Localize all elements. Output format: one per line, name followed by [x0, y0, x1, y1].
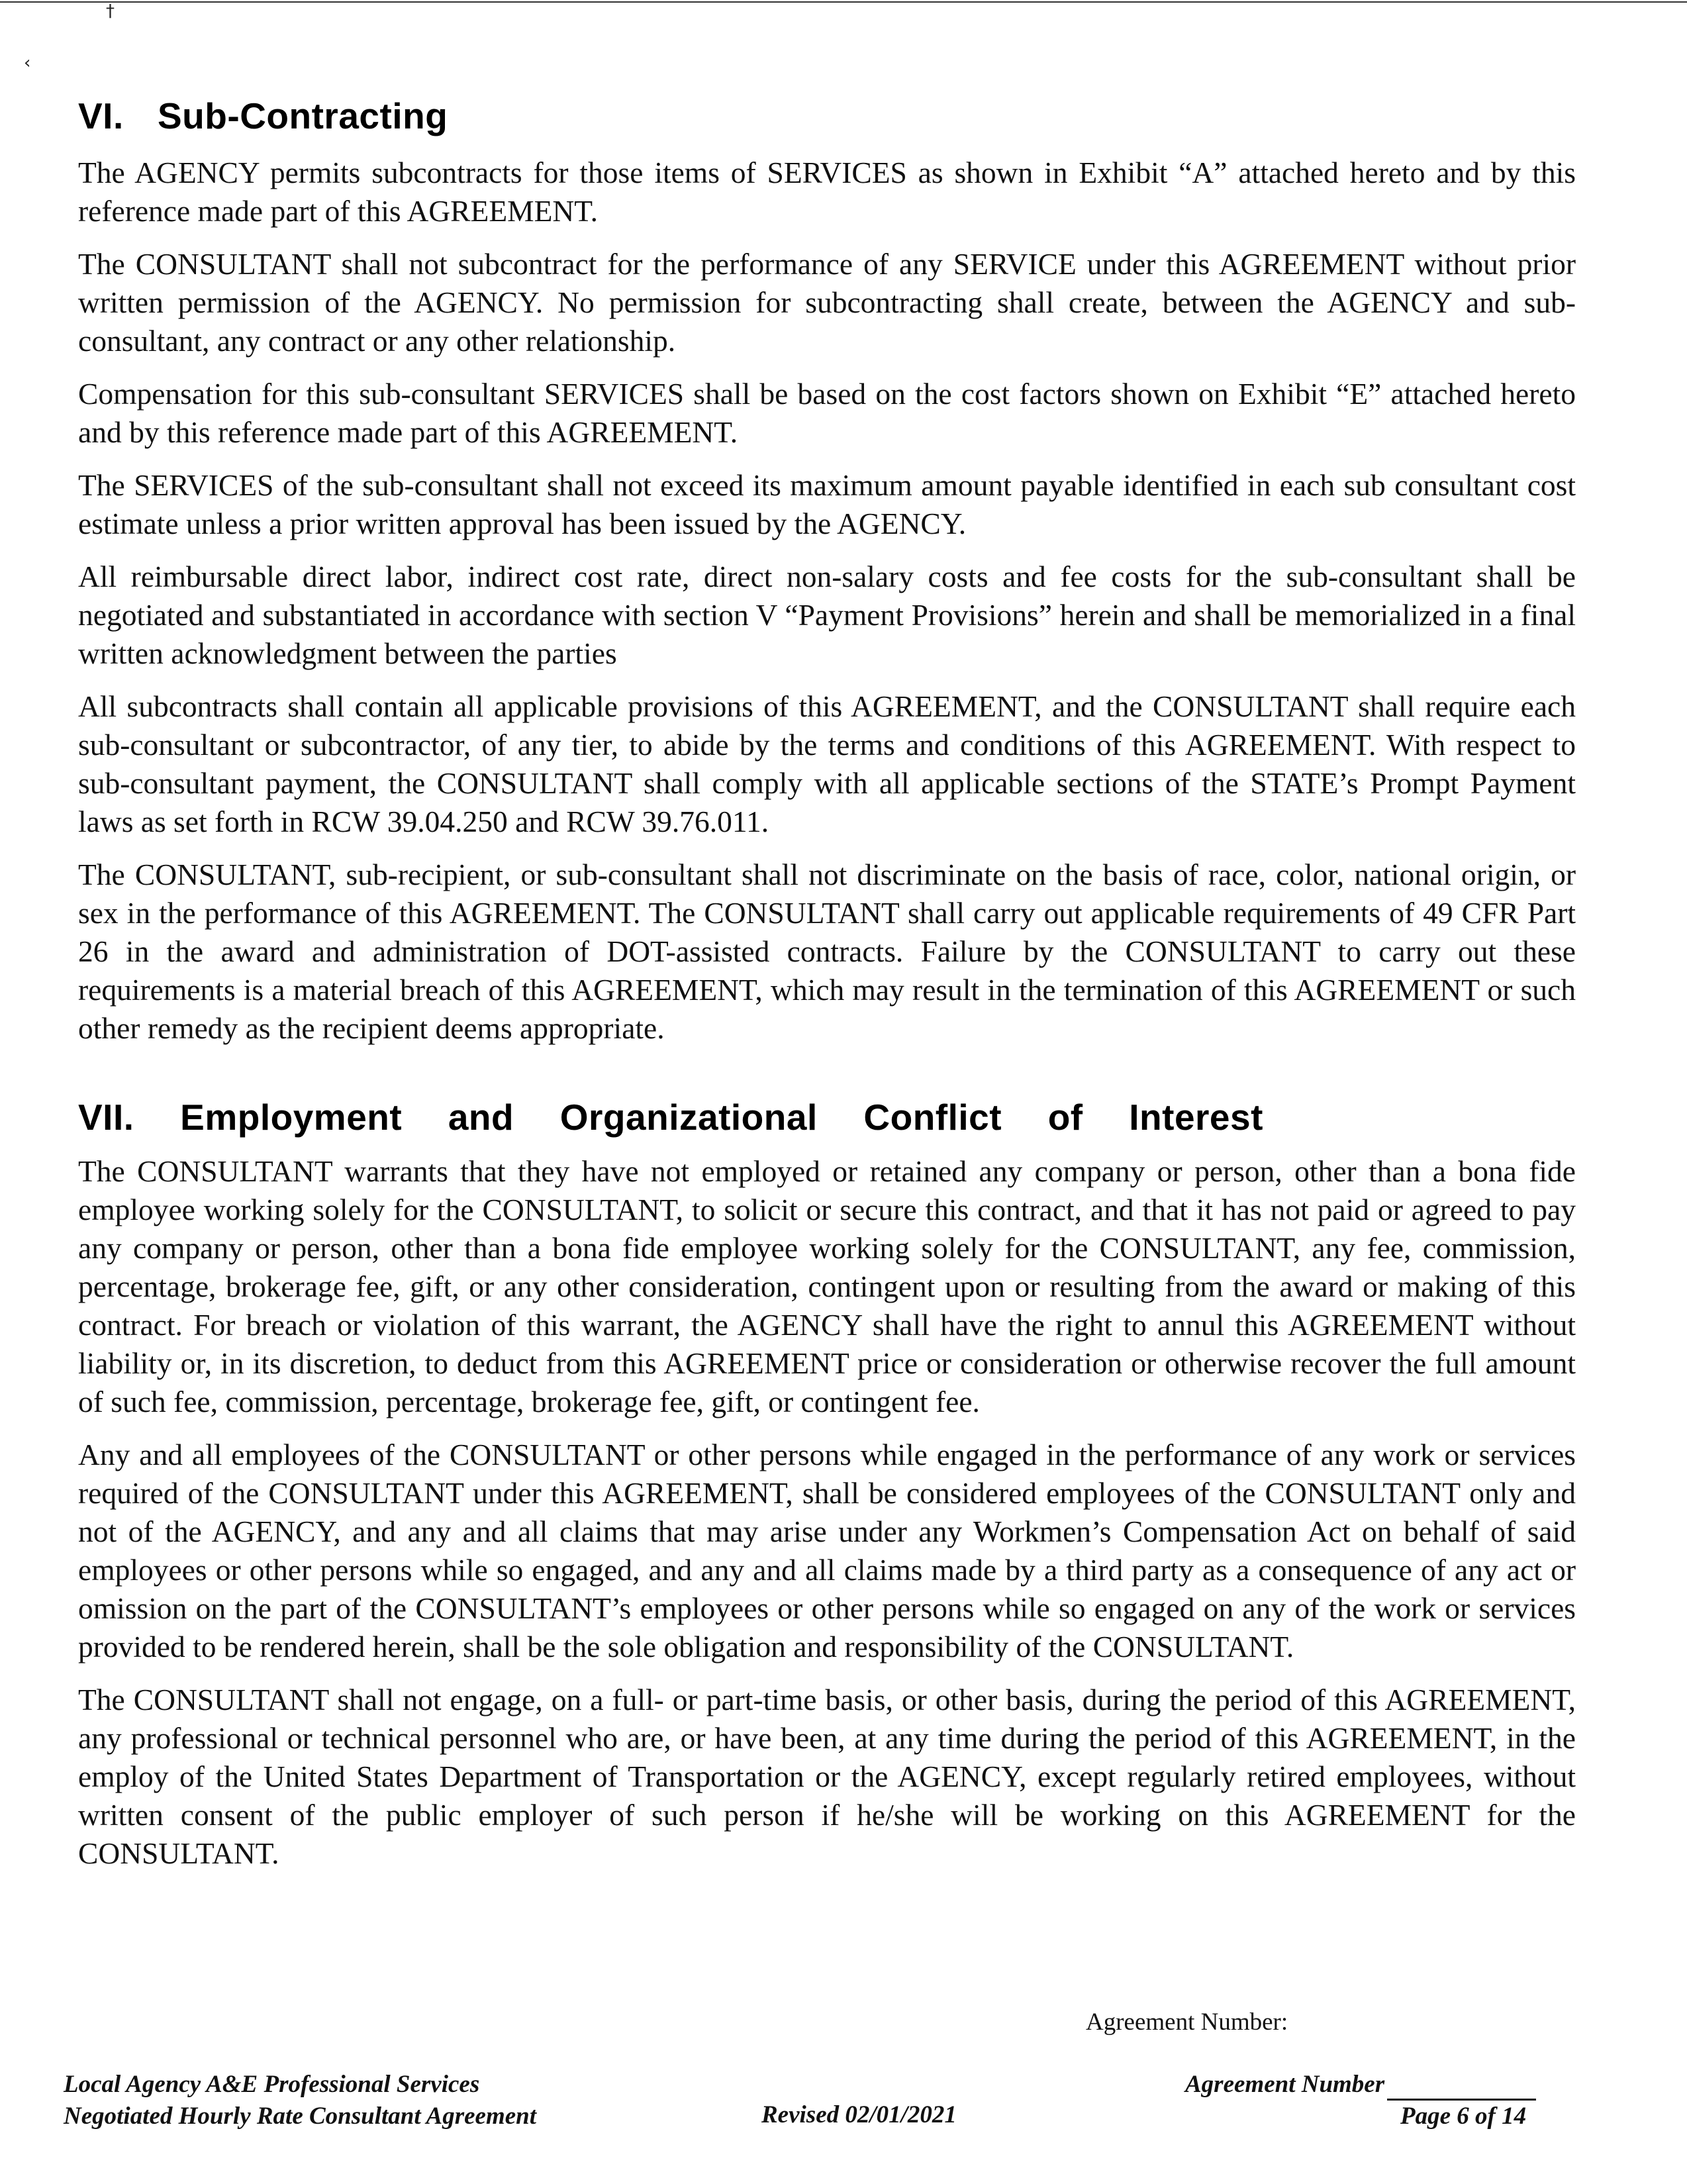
scan-mark: †: [106, 1, 115, 21]
agreement-number-label: Agreement Number:: [1086, 2009, 1288, 2036]
section-title-word: of: [1047, 1097, 1083, 1138]
paragraph: The CONSULTANT warrants that they have not employed or retained any company or person, other than a bona fide employee working solely for the CONSULTANT, to solicit or secure this contract, and that it has not paid or agreed to pay any company or person, other than a bona fide employee working solely for the CONSULTANT, any fee, commission, percentage, brokerage fee, gift, or any other consideration, contingent upon or resulting from the award or making of this contract. For breach or violation of this warrant, the AGENCY shall have the right to annul this AGREEMENT without liability or, in its discretion, to deduct from this AGREEMENT price or consideration or otherwise recover the full amount of such fee, commission, percentage, brokerage fee, gift, or contingent fee.: [78, 1154, 1576, 1418]
section-title-word: Conflict: [863, 1097, 1002, 1138]
paragraph: All subcontracts shall contain all applicable provisions of this AGREEMENT, and the CONSULTANT shall require each sub-consultant or subcontractor, of any tier, to abide by the terms and conditions of this AGREEMENT. With respect to sub-consultant payment, the CONSULTANT shall comply with all applicable sections of the STATE’s Prompt Payment laws as set forth in RCW 39.04.250 and RCW 39.76.011.: [78, 689, 1576, 838]
agreement-number-blank: [1387, 2076, 1536, 2101]
section-heading-subcontracting: [78, 93, 1576, 139]
paragraph: The SERVICES of the sub-consultant shall not exceed its maximum amount payable identified in each sub consultant cost estimate unless a prior written approval has been issued by the AGENCY.: [78, 468, 1576, 540]
section-title-word: Employment: [180, 1097, 403, 1138]
footer-title-line1: Local Agency A&E Professional Services: [64, 2071, 480, 2098]
section-number: VI.: [78, 95, 124, 136]
page-number: Page 6 of 14: [1400, 2103, 1527, 2130]
document-body: [78, 86, 1576, 1887]
paragraph: The CONSULTANT shall not subcontract for the performance of any SERVICE under this AGREEMENT without prior written permission of the AGENCY. No permission for subcontracting shall create, between the AGENCY and sub-consultant, any contract or any other relationship.: [78, 247, 1576, 358]
footer-left: [64, 2069, 536, 2132]
section-number: VII.: [78, 1097, 134, 1138]
paragraph: The CONSULTANT shall not engage, on a full- or part-time basis, or other basis, during the period of this AGREEMENT, any professional or technical personnel who are, or have been, at any time during the period of this AGREEMENT, in the employ of the United States Department of Transportation or the AGENCY, except regularly retired employees, without written consent of the public employer of such person if he/she will be working on this AGREEMENT for the CONSULTANT.: [78, 1683, 1576, 1870]
paragraph: Compensation for this sub-consultant SERVICES shall be based on the cost factors shown on Exhibit “E” attached hereto and by this reference made part of this AGREEMENT.: [78, 377, 1576, 449]
paragraph: Any and all employees of the CONSULTANT or other persons while engaged in the performance of any work or services required of the CONSULTANT under this AGREEMENT, shall be considered employees of the CONSULTANT only and not of the AGENCY, and any and all claims that may arise under any Workmen’s Compensation Act on behalf of said employees or other persons while so engaged, and any and all claims made by a third party as a consequence of any act or omission on the part of the CONSULTANT’s employees or other persons while so engaged on any of the work or services provided to be rendered herein, shall be the sole obligation and responsibility of the CONSULTANT.: [78, 1438, 1576, 1663]
top-border-line: [0, 1, 1687, 3]
paragraph: The AGENCY permits subcontracts for those items of SERVICES as shown in Exhibit “A” attached hereto and by this reference made part of this AGREEMENT.: [78, 156, 1576, 228]
footer-right: [1185, 2069, 1582, 2132]
footer-revised-date: Revised 02/01/2021: [761, 2101, 957, 2128]
section-heading-conflict-of-interest: [78, 1094, 1263, 1140]
footer-agreement-number: [1185, 2069, 1582, 2101]
footer-agreement-number-label: Agreement Number: [1185, 2071, 1385, 2098]
scan-mark: ‹: [24, 53, 31, 73]
footer-title-line2: Negotiated Hourly Rate Consultant Agreement: [64, 2103, 537, 2130]
section-title-word: Organizational: [559, 1097, 818, 1138]
paragraph: The CONSULTANT, sub-recipient, or sub-consultant shall not discriminate on the basis of race, color, national origin, or sex in the performance of this AGREEMENT. The CONSULTANT shall carry out applicable requirements of 49 CFR Part 26 in the award and administration of DOT-assisted contracts. Failure by the CONSULTANT to carry out these requirements is a material breach of this AGREEMENT, which may result in the termination of this AGREEMENT or such other remedy as the recipient deems appropriate.: [78, 858, 1576, 1045]
section-title: Sub-Contracting: [158, 95, 448, 136]
section-title-word: Interest: [1129, 1097, 1263, 1138]
paragraph: All reimbursable direct labor, indirect cost rate, direct non-salary costs and fee costs for the sub-consultant shall be negotiated and substantiated in accordance with section V “Payment Provisions” herein and shall be memorialized in a final written acknowledgment between the parties: [78, 560, 1576, 670]
section-title-word: and: [448, 1097, 514, 1138]
